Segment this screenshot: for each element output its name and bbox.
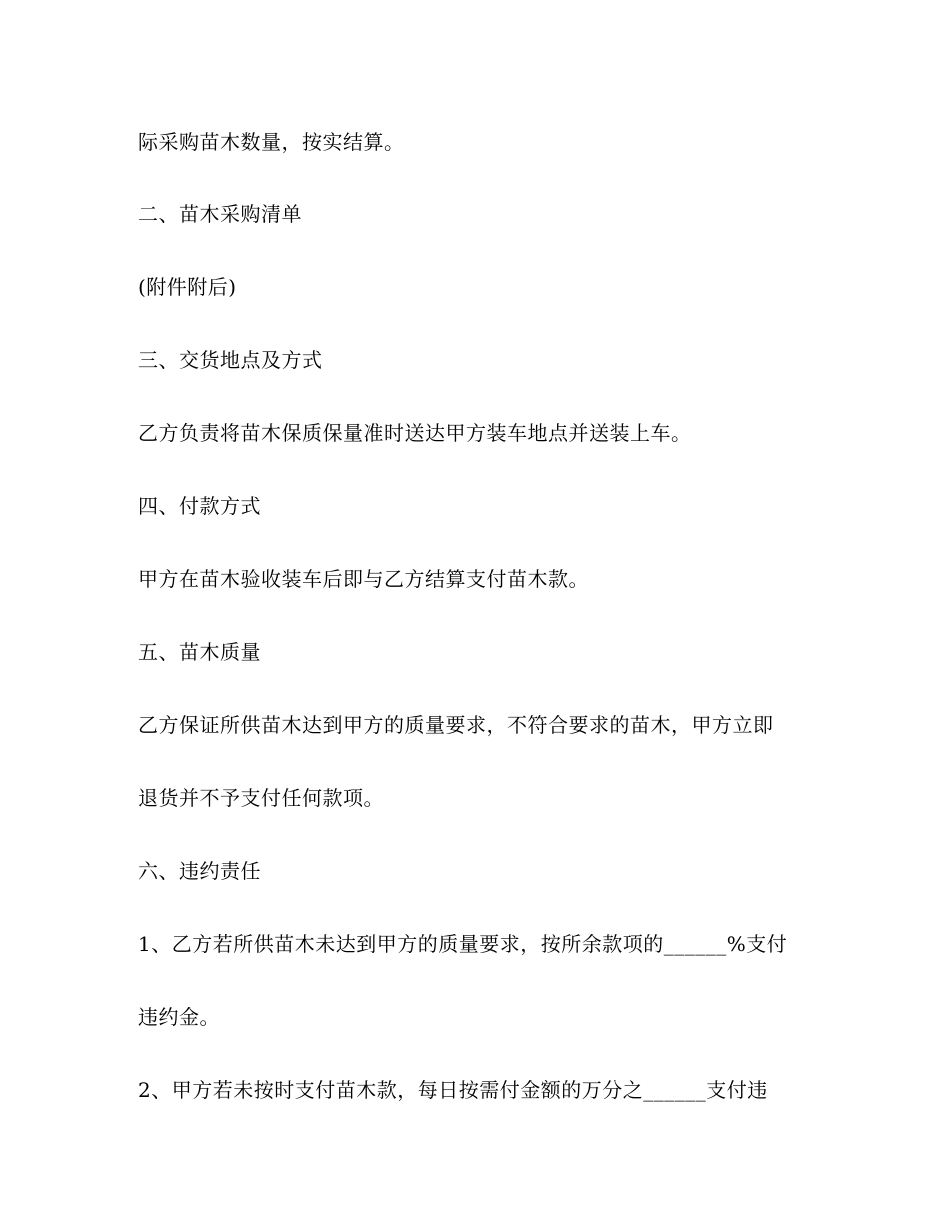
- text-line-continuation: 际采购苗木数量，按实结算。: [138, 130, 405, 154]
- section-heading-liability: 六、违约责任: [138, 859, 261, 883]
- text-line-quality-1: 乙方保证所供苗木达到甲方的质量要求，不符合要求的苗木，甲方立即: [138, 713, 774, 737]
- section-heading-payment: 四、付款方式: [138, 494, 261, 518]
- section-heading-purchase-list: 二、苗木采购清单: [138, 202, 302, 226]
- text-line-liability-1-cont: 违约金。: [138, 1005, 220, 1029]
- text-line-quality-2: 退货并不予支付任何款项。: [138, 786, 384, 810]
- section-heading-delivery: 三、交货地点及方式: [138, 348, 323, 372]
- text-line-liability-1: 1、乙方若所供苗木未达到甲方的质量要求，按所余款项的______%支付: [138, 932, 788, 956]
- text-line-delivery: 乙方负责将苗木保质保量准时送达甲方装车地点并送装上车。: [138, 421, 692, 445]
- section-heading-quality: 五、苗木质量: [138, 640, 261, 664]
- text-line-liability-2: 2、甲方若未按时支付苗木款，每日按需付金额的万分之______支付违: [138, 1078, 768, 1102]
- text-line-attachment-note: (附件附后): [138, 275, 237, 299]
- text-line-payment: 甲方在苗木验收装车后即与乙方结算支付苗木款。: [138, 567, 589, 591]
